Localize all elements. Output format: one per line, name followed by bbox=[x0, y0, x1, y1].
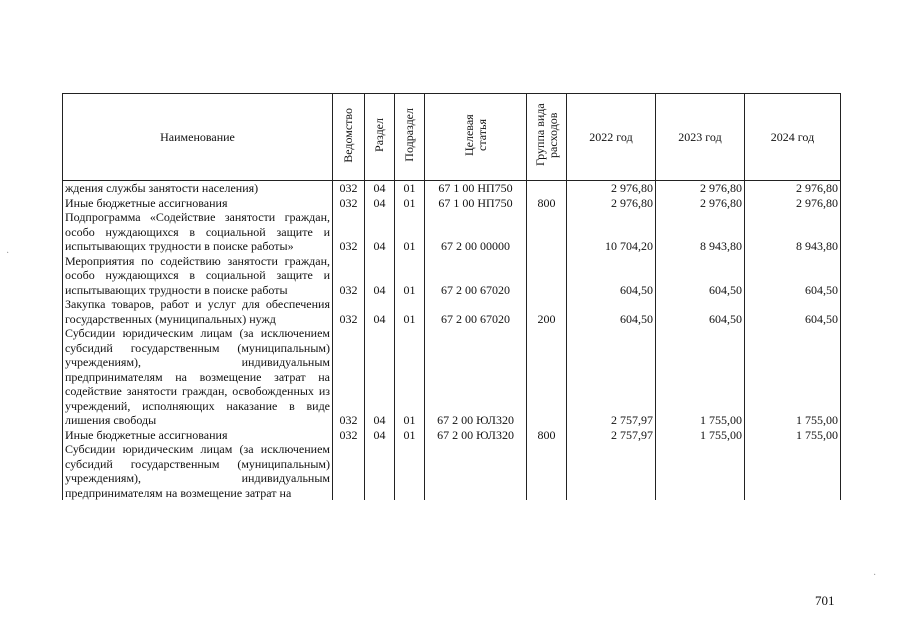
row-statya: 67 2 00 67020 bbox=[425, 254, 527, 298]
row-vedomstvo bbox=[333, 442, 365, 500]
header-2022-label: 2022 год bbox=[589, 129, 633, 144]
row-statya bbox=[425, 442, 527, 500]
row-gruppa bbox=[527, 210, 567, 254]
row-2022: 2 757,97 bbox=[567, 428, 656, 443]
row-2023: 2 976,80 bbox=[656, 196, 745, 211]
row-gruppa bbox=[527, 326, 567, 428]
table-row bbox=[63, 254, 841, 298]
row-name: Мероприятия по содействию занятости граждан, особо нуждающихся в социальной защите и испытывающих трудности в поиске работы bbox=[63, 254, 333, 298]
row-name: Иные бюджетные ассигнования bbox=[63, 428, 333, 443]
row-razdel: 04 bbox=[365, 326, 395, 428]
budget-table bbox=[62, 93, 841, 500]
row-2023: 2 976,80 bbox=[656, 181, 745, 196]
header-statya-label: Целевая статья bbox=[461, 114, 489, 157]
header-razdel-label: Раздел bbox=[372, 118, 386, 153]
row-statya: 67 1 00 НП750 bbox=[425, 196, 527, 211]
table-row bbox=[63, 297, 841, 326]
row-2024 bbox=[745, 442, 841, 500]
table-body bbox=[63, 181, 841, 501]
header-gruppa bbox=[527, 94, 567, 181]
header-name bbox=[63, 94, 333, 181]
row-2024: 2 976,80 bbox=[745, 196, 841, 211]
row-2023: 604,50 bbox=[656, 254, 745, 298]
row-vedomstvo: 032 bbox=[333, 196, 365, 211]
row-statya: 67 2 00 ЮЛ320 bbox=[425, 428, 527, 443]
row-gruppa: 800 bbox=[527, 196, 567, 211]
header-statya bbox=[425, 94, 527, 181]
row-podrazdel: 01 bbox=[395, 428, 425, 443]
row-2024: 1 755,00 bbox=[745, 326, 841, 428]
row-2023: 8 943,80 bbox=[656, 210, 745, 254]
header-2022 bbox=[567, 94, 656, 181]
row-statya: 67 2 00 ЮЛ320 bbox=[425, 326, 527, 428]
row-razdel: 04 bbox=[365, 428, 395, 443]
row-statya: 67 2 00 67020 bbox=[425, 297, 527, 326]
row-name: Закупка товаров, работ и услуг для обеспечения государственных (муниципальных) нужд bbox=[63, 297, 333, 326]
row-razdel: 04 bbox=[365, 210, 395, 254]
row-razdel: 04 bbox=[365, 196, 395, 211]
header-2023-label: 2023 год bbox=[678, 129, 722, 144]
row-gruppa bbox=[527, 442, 567, 500]
header-2023 bbox=[656, 94, 745, 181]
row-razdel bbox=[365, 442, 395, 500]
row-statya: 67 1 00 НП750 bbox=[425, 181, 527, 196]
header-gruppa-label: Группа вида расходов bbox=[532, 103, 560, 167]
header-name-label: Наименование bbox=[160, 129, 235, 144]
header-podrazdel-label: Подраздел bbox=[402, 108, 416, 163]
row-podrazdel bbox=[395, 442, 425, 500]
row-gruppa bbox=[527, 181, 567, 196]
row-2023: 1 755,00 bbox=[656, 428, 745, 443]
row-podrazdel: 01 bbox=[395, 196, 425, 211]
table-row bbox=[63, 428, 841, 443]
row-podrazdel: 01 bbox=[395, 254, 425, 298]
header-2024-label: 2024 год bbox=[770, 129, 815, 144]
row-2022: 10 704,20 bbox=[567, 210, 656, 254]
row-2023: 604,50 bbox=[656, 297, 745, 326]
row-2023: 1 755,00 bbox=[656, 326, 745, 428]
row-2024: 8 943,80 bbox=[745, 210, 841, 254]
row-2022: 2 976,80 bbox=[567, 181, 656, 196]
row-vedomstvo: 032 bbox=[333, 181, 365, 196]
header-vedomstvo-label: Ведомство bbox=[341, 107, 355, 163]
row-name: Подпрограмма «Содействие занятости граждан, особо нуждающихся в социальной защите и испытывающих трудности в поиске работы» bbox=[63, 210, 333, 254]
row-2022: 604,50 bbox=[567, 297, 656, 326]
row-vedomstvo: 032 bbox=[333, 428, 365, 443]
table-row bbox=[63, 326, 841, 428]
table-row bbox=[63, 442, 841, 500]
row-podrazdel: 01 bbox=[395, 181, 425, 196]
header-razdel bbox=[365, 94, 395, 181]
row-2022: 2 976,80 bbox=[567, 196, 656, 211]
header-podrazdel bbox=[395, 94, 425, 181]
row-razdel: 04 bbox=[365, 254, 395, 298]
row-gruppa: 800 bbox=[527, 428, 567, 443]
row-podrazdel: 01 bbox=[395, 297, 425, 326]
scan-mark: · bbox=[873, 570, 877, 581]
row-vedomstvo: 032 bbox=[333, 210, 365, 254]
row-vedomstvo: 032 bbox=[333, 254, 365, 298]
row-name: Иные бюджетные ассигнования bbox=[63, 196, 333, 211]
row-2022 bbox=[567, 442, 656, 500]
row-razdel: 04 bbox=[365, 297, 395, 326]
scan-mark: · bbox=[6, 248, 10, 259]
row-gruppa: 200 bbox=[527, 297, 567, 326]
table-row bbox=[63, 181, 841, 196]
row-statya: 67 2 00 00000 bbox=[425, 210, 527, 254]
table-header bbox=[63, 94, 841, 181]
row-2022: 2 757,97 bbox=[567, 326, 656, 428]
row-2024: 604,50 bbox=[745, 254, 841, 298]
row-podrazdel: 01 bbox=[395, 210, 425, 254]
row-vedomstvo: 032 bbox=[333, 326, 365, 428]
row-2024: 1 755,00 bbox=[745, 428, 841, 443]
row-name: ждения службы занятости населения) bbox=[63, 181, 333, 196]
row-2022: 604,50 bbox=[567, 254, 656, 298]
table-row bbox=[63, 196, 841, 211]
row-2024: 604,50 bbox=[745, 297, 841, 326]
row-2023 bbox=[656, 442, 745, 500]
row-name: Субсидии юридическим лицам (за исключением субсидий государственным (муниципальным) учреждениям), индивидуальным предпринимателям на возмещение затрат на bbox=[63, 442, 333, 500]
table-row bbox=[63, 210, 841, 254]
row-2024: 2 976,80 bbox=[745, 181, 841, 196]
row-name: Субсидии юридическим лицам (за исключением субсидий государственным (муниципальным) учреждениям), индивидуальным предпринимателям на возмещение затрат на содействие занятости граждан, освобожденных из учреждений, исполняющих наказание в виде лишения свободы bbox=[63, 326, 333, 428]
row-podrazdel: 01 bbox=[395, 326, 425, 428]
header-2024 bbox=[745, 94, 841, 181]
page-number: 701 bbox=[815, 593, 835, 608]
row-gruppa bbox=[527, 254, 567, 298]
row-vedomstvo: 032 bbox=[333, 297, 365, 326]
header-vedomstvo bbox=[333, 94, 365, 181]
row-razdel: 04 bbox=[365, 181, 395, 196]
